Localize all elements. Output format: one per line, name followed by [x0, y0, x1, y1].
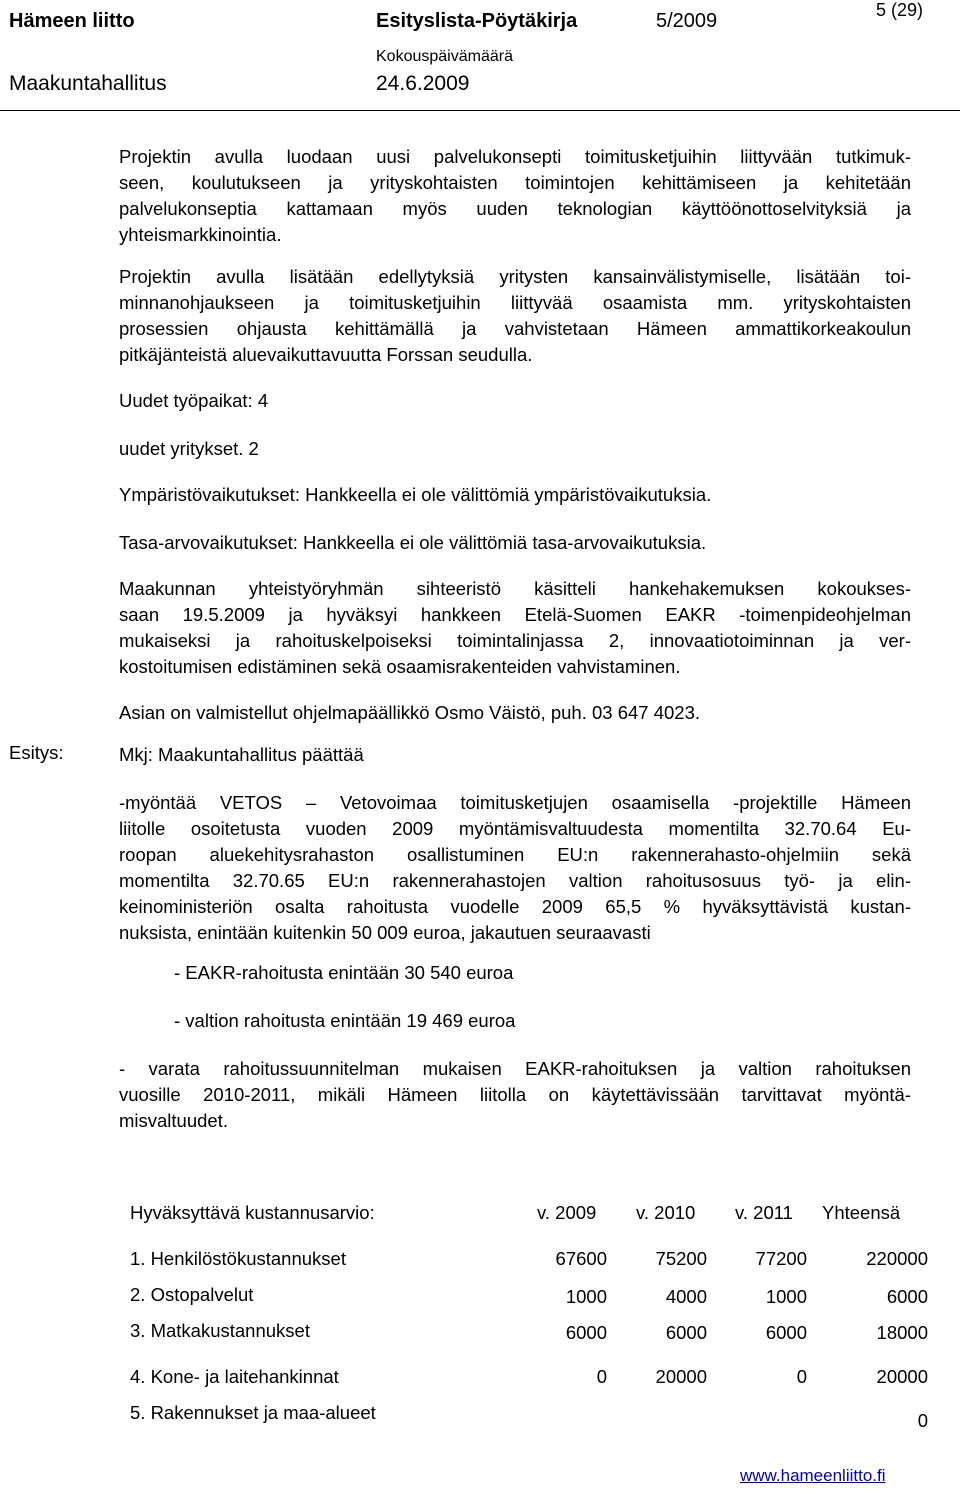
- paragraph-prepared-by: [119, 700, 911, 726]
- row-label: 1. Henkilöstökustannukset: [130, 1248, 346, 1269]
- budget-table-header-label: Hyväksyttävä kustannusarvio:: [130, 1202, 375, 1223]
- text-line: liitolle osoitetusta vuoden 2009 myöntämisvaltuudesta momentilta 32.70.64 Eu-: [119, 818, 911, 839]
- row-label: 5. Rakennukset ja maa-alueet: [130, 1402, 376, 1423]
- paragraph-new-jobs: [119, 388, 911, 414]
- header-org: Hämeen liitto: [9, 10, 135, 32]
- text-line: - varata rahoitussuunnitelman mukaisen EAKR-rahoituksen ja valtion rahoituksen: [119, 1058, 911, 1079]
- text-line: mukaiseksi ja rahoituskelpoiseksi toimintalinjassa 2, innovaatiotoiminnan ja ver-: [119, 630, 911, 651]
- text-line: pitkäjänteistä aluevaikuttavuutta Forssan seudulla.: [119, 344, 533, 365]
- funding-eakr: - EAKR-rahoitusta enintään 30 540 euroa: [174, 962, 514, 983]
- header-meeting-date: 24.6.2009: [376, 72, 470, 95]
- cell-2010: 6000: [665, 1322, 707, 1343]
- text-line: Asian on valmistellut ohjelmapäällikkö Osmo Väistö, puh. 03 647 4023.: [119, 702, 701, 723]
- cell-2010: 20000: [655, 1366, 707, 1387]
- row-label: 2. Ostopalvelut: [130, 1284, 254, 1305]
- cell-total: 0: [917, 1410, 928, 1431]
- header-divider: [0, 110, 960, 111]
- text-line: Tasa-arvovaikutukset: Hankkeella ei ole välittömiä tasa-arvovaikutuksia.: [119, 532, 707, 553]
- funding-state: - valtion rahoitusta enintään 19 469 euroa: [174, 1010, 516, 1031]
- paragraph-equality-impacts: [119, 530, 911, 556]
- paragraph-secretariat-review: [119, 576, 911, 680]
- text-line: minnanohjaukseen ja toimitusketjuihin liittyvää osaamista mm. yrityskohtaisten: [119, 292, 911, 313]
- text-line: saan 19.5.2009 ja hyväksyi hankkeen Etelä-Suomen EAKR -toimenpideohjelman: [119, 604, 911, 625]
- cell-2011: 6000: [765, 1322, 807, 1343]
- text-line: yhteismarkkinointia.: [119, 224, 282, 245]
- text-line: Ympäristövaikutukset: Hankkeella ei ole välittömiä ympäristövaikutuksia.: [119, 484, 712, 505]
- cell-total: 20000: [876, 1366, 928, 1387]
- text-line: misvaltuudet.: [119, 1110, 228, 1131]
- budget-table-header-2010: v. 2010: [636, 1202, 696, 1223]
- paragraph-new-companies: [119, 436, 911, 462]
- header-doc-type: Esityslista-Pöytäkirja: [376, 10, 578, 32]
- text-line: -myöntää VETOS – Vetovoimaa toimitusketjujen osaamisella -projektille Hämeen: [119, 792, 911, 813]
- paragraph-grant-decision: [119, 790, 911, 946]
- header-issue: 5/2009: [656, 10, 718, 32]
- cell-2010: 75200: [655, 1248, 707, 1269]
- footer-website-link[interactable]: www.hameenliitto.fi: [740, 1466, 886, 1485]
- proposal-label: Esitys:: [9, 742, 64, 763]
- paragraph-service-concept: [119, 144, 911, 248]
- text-line: Mkj: Maakuntahallitus päättää: [119, 744, 364, 765]
- cell-total: 6000: [886, 1286, 928, 1307]
- header-body: Maakuntahallitus: [9, 72, 167, 95]
- cell-2009: 0: [596, 1366, 607, 1387]
- paragraph-proposal-intro: [119, 742, 911, 768]
- budget-table-header-2011: v. 2011: [735, 1202, 793, 1223]
- row-label: 4. Kone- ja laitehankinnat: [130, 1366, 339, 1387]
- text-line: kostoitumisen edistäminen sekä osaamisrakenteiden vahvistaminen.: [119, 656, 681, 677]
- text-line: vuosille 2010-2011, mikäli Hämeen liitolla on käytettävissään tarvittavat myöntä-: [119, 1084, 911, 1105]
- cell-total: 18000: [876, 1322, 928, 1343]
- text-line: roopan aluekehitysrahaston osallistuminen EU:n rakennerahasto-ohjelmiin sekä: [119, 844, 911, 865]
- text-line: momentilta 32.70.65 EU:n rakennerahastojen valtion rahoitusosuus työ- ja elin-: [119, 870, 911, 891]
- text-line: keinoministeriön osalta rahoitusta vuodelle 2009 65,5 % hyväksyttävistä kustan-: [119, 896, 911, 917]
- budget-table-header-2009: v. 2009: [537, 1202, 597, 1223]
- cell-2009: 1000: [565, 1286, 607, 1307]
- cell-total: 220000: [866, 1248, 928, 1269]
- cell-2011: 0: [796, 1366, 807, 1387]
- paragraph-reserve-funding: [119, 1056, 911, 1134]
- text-line: prosessien ohjausta kehittämällä ja vahvistetaan Hämeen ammattikorkeakoulun: [119, 318, 911, 339]
- row-label: 3. Matkakustannukset: [130, 1320, 310, 1341]
- cell-2011: 77200: [755, 1248, 807, 1269]
- text-line: seen, koulutukseen ja yrityskohtaisten toimintojen kehittämiseen ja kehitetään: [119, 172, 911, 193]
- paragraph-environmental-impacts: [119, 482, 911, 508]
- text-line: palvelukonseptia kattamaan myös uuden teknologian käyttöönottoselvityksiä ja: [119, 198, 911, 219]
- cell-2009: 6000: [565, 1322, 607, 1343]
- header-page-number: 5 (29): [876, 0, 924, 20]
- text-line: Maakunnan yhteistyöryhmän sihteeristö käsitteli hankehakemuksen kokoukses-: [119, 578, 911, 599]
- text-line: Projektin avulla luodaan uusi palvelukonsepti toimitusketjuihin liittyvään tutkimuk-: [119, 146, 911, 167]
- text-line: Projektin avulla lisätään edellytyksiä yritysten kansainvälistymiselle, lisätään toi-: [119, 266, 911, 287]
- text-line: uudet yritykset. 2: [119, 438, 259, 459]
- text-line: nuksista, enintään kuitenkin 50 009 euroa, jakautuen seuraavasti: [119, 922, 651, 943]
- cell-2011: 1000: [765, 1286, 807, 1307]
- cell-2009: 67600: [555, 1248, 607, 1269]
- budget-table-header-total: Yhteensä: [822, 1202, 901, 1223]
- text-line: Uudet työpaikat: 4: [119, 390, 269, 411]
- header-meeting-date-label: Kokouspäivämäärä: [376, 48, 513, 65]
- cell-2010: 4000: [665, 1286, 707, 1307]
- paragraph-internationalisation: [119, 264, 911, 368]
